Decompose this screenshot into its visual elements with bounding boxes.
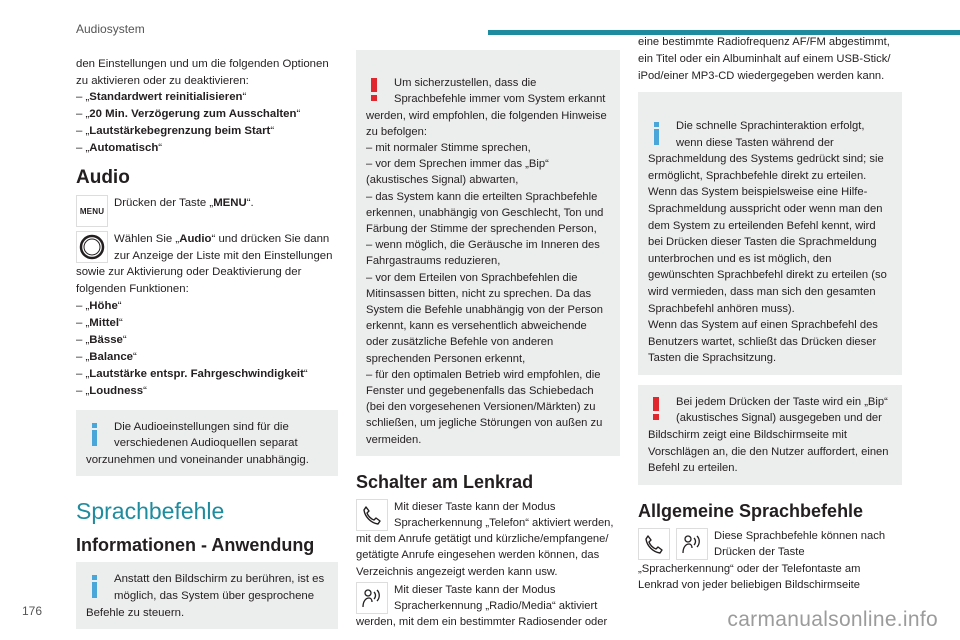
audio-step-text: Wählen Sie „Audio“ und drücken Sie dann zur Anzeige der Liste mit den Einstellungen sowie zur Aktivierung oder Deaktivierung der folgenden Funktionen: [76,233,333,295]
voice-command-icon [356,582,388,614]
info-box-audio [76,410,338,477]
general-commands-text: Diese Sprachbefehle können nach Drücken der Taste „Spracherkennung“ oder der Telefontaste am Lenkrad von jeder beliebigen Bildschirmseite [638,529,886,592]
info-icon [91,575,98,597]
warning-box-text: Um sicherzustellen, dass die Sprachbefehle immer vom System erkannt werden, wird empfohlen, die folgenden Hinweise zu befolgen: – mit normaler Stimme sprechen, – vor dem Sprechen immer das „Bip“ (akustisches Signal) abwarten, – das System kann die erteilten Sprachbefehle erkennen, unabhängig von Geschlecht, Ton und Färbung der Stimme der sprechenden Person, – wenn möglich, die Geräusche im Inneren des Fahrgastraums reduzieren, – vor dem Erteilen von Sprachbefehlen die Mitinsassen bitten, nicht zu sprechen. Da das System die Befehle unabhängig von der Person erkennt, kann es versehentlich abweichende oder zusätzliche Befehle von anderen sprechenden Personen erkennt, – für den optimalen Betrieb wird empfohlen, die Fenster und gegebenenfalls das Schiebedach (bei den vorgesehenen Versionen/Märkten) zu schließen, um jegliche Störungen von außen zu vermeiden. [366,77,607,446]
intro-text: den Einstellungen und um die folgenden Optionen zu aktivieren oder zu deaktivieren: [76,58,329,87]
list-item: – „Loudness“ [76,384,147,397]
audio-step [76,231,338,297]
phone-button-row [356,499,620,580]
phone-button-text: Mit dieser Taste kann der Modus Spracherkennung „Telefon“ aktiviert werden, mit dem Anrufe getätigt und kürzliche/empfangene/ getätigte Anrufe eingesehen werden können, das Verzeichnis angezeigt werden kann usw. [356,500,614,578]
general-commands-row [638,528,902,594]
column-3 [638,34,902,593]
warning-icon [653,397,660,419]
menu-icon-label: MENU [79,206,105,216]
dial-knob-icon [76,231,108,263]
warning-box-voice [356,50,620,456]
phone-icon [356,499,388,531]
list-item: – „Höhe“ [76,299,122,312]
voice-button-row [356,582,620,631]
voice-command-icon [676,528,708,560]
voice-button-text: Mit dieser Taste kann der Modus Spracherkennung „Radio/Media“ aktiviert werden, mit dem ein bestimmter Radiosender oder [356,583,608,629]
page-number: 176 [22,604,43,618]
list-item: – „Automatisch“ [76,142,163,155]
column-1 [76,56,338,635]
list-item: – „20 Min. Verzögerung zum Ausschalten“ [76,108,301,121]
continued-text: eine bestimmte Radiofrequenz AF/FM abgestimmt, ein Titel oder ein Albuminhalt auf einem USB-Stick/ iPod/einer MP3-CD wiedergegeben werden kann. [638,36,891,82]
info-icon [91,423,98,445]
list-item: – „Standardwert reinitialisieren“ [76,91,247,104]
info-box-text: Die schnelle Sprachinteraktion erfolgt, wenn diese Tasten während der Sprachmeldung des Systems gedrückt sind; sie ermöglicht, Sprachbefehle direkt zu erteilen. Wenn das System beispielsweise eine Hilfe-Sprachmeldung ausspricht oder wenn man den dem System zu erteilenden Befehl kennt, wird bei Drücken dieser Tasten die Sprachmeldung unterbrochen und es ist möglich, den gewünschten Sprachbefehl direkt zu erteilen (so wird vermieden, dass man sich den gesamten Sprachbefehl anhören muss). Wenn das System auf einen Sprachbefehl des Benutzers wartet, schließt das Drücken dieser Tasten die Sprachsitzung. [648,119,887,365]
functions-list [76,298,338,400]
voice-commands-title: Sprachbefehle [76,498,225,525]
info-box-quick [638,92,902,375]
running-header: Audiosystem [76,22,145,36]
menu-button-icon [76,195,108,227]
info-box-text: Die Audioeinstellungen sind für die verschiedenen Audioquellen separat vorzunehmen und voneinander unabhängig. [86,420,309,466]
options-list [76,89,338,157]
column-2 [356,50,620,631]
watermark: carmanualsonline.info [727,608,938,631]
info-box-touch [76,562,338,629]
info-icon [653,122,660,144]
info-usage-heading: Informationen - Anwendung [76,535,315,556]
phone-icon [638,528,670,560]
general-commands-heading: Allgemeine Sprachbefehle [638,500,864,521]
audio-heading: Audio [76,167,130,189]
list-item: – „Bässe“ [76,333,127,346]
list-item: – „Balance“ [76,350,137,363]
warning-icon [371,78,378,100]
list-item: – „Lautstärke entspr. Fahrgeschwindigkeit“ [76,367,308,380]
warning-box-beep [638,385,902,485]
steering-switches-heading: Schalter am Lenkrad [356,471,534,492]
list-item: – „Mittel“ [76,316,123,329]
list-item: – „Lautstärkebegrenzung beim Start“ [76,125,275,138]
info-box-text: Anstatt den Bildschirm zu berühren, ist es möglich, das System über gesprochene Befehle zu steuern. [86,573,325,619]
menu-step-text: Drücken der Taste „MENU“. [114,197,254,210]
warning-box-text: Bei jedem Drücken der Taste wird ein „Bip“ (akustisches Signal) ausgegeben und der Bildschirm zeigt eine Bildschirmseite mit Vorschlägen an, die den Nutzer auffordert, einen Befehl zu erteilen. [648,395,889,475]
menu-step [76,195,338,227]
